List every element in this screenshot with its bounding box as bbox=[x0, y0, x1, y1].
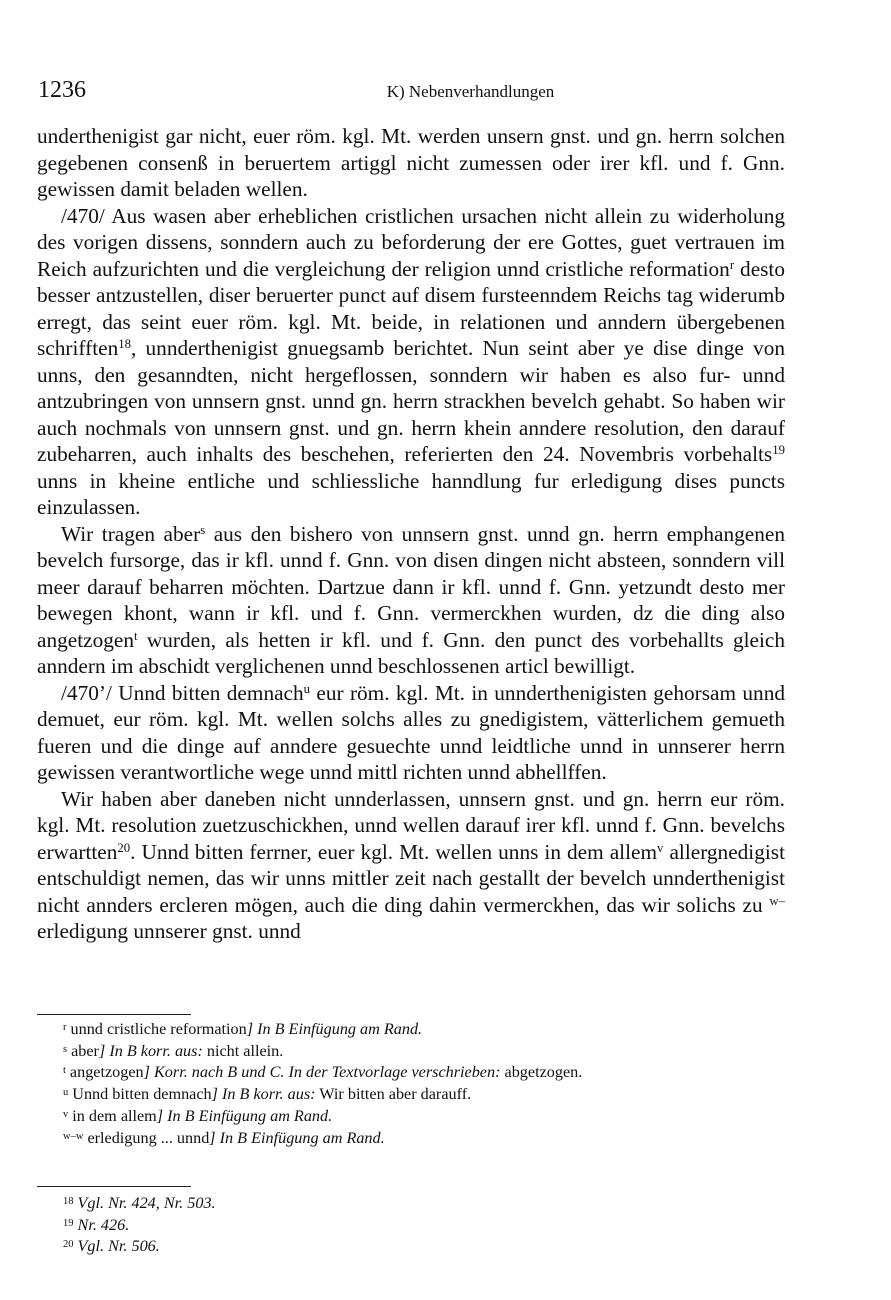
critical-note: $^r$ unnd cristliche reformation] In B Einfügung am Rand. bbox=[63, 1020, 423, 1039]
note-lemma: Unnd bitten demnach bbox=[72, 1085, 212, 1104]
critical-note: $^v$ in dem allem] In B Einfügung am Rand. bbox=[63, 1107, 333, 1126]
paragraph-1 bbox=[37, 123, 785, 203]
paragraph-text: underthenigist gar nicht, euer röm. kgl. Mt. werden unsern gnst. und gn. herrn solchen gegebenen consenß in beruertem artiggl nicht zumessen oder irer kfl. und f. Gnn. gewissen damit beladen wellen. bbox=[37, 124, 785, 201]
critical-note: $^s$ aber] In B korr. aus: nicht allein. bbox=[63, 1041, 284, 1060]
paragraph-text: desto besser antzustellen, diser beruerter punct auf disem fursteenndem Reichs tag widerumb erregt, das seint euer röm. kgl. Mt. beide, in relationen und anndern übergebenen schrifften bbox=[37, 256, 785, 360]
note-mark-v: v bbox=[657, 840, 664, 855]
critical-apparatus bbox=[63, 1018, 783, 1148]
note-mark: r bbox=[63, 1022, 67, 1033]
note-mark: v bbox=[63, 1108, 69, 1120]
critical-note: $^u$ Unnd bitten demnach] In B korr. aus: Wir bitten aber darauff. bbox=[63, 1085, 472, 1104]
footnote-divider bbox=[37, 1014, 191, 1015]
paragraph-text: /470’/ Unnd bitten demnach bbox=[61, 680, 304, 705]
note-lemma: unnd cristliche reformation bbox=[70, 1020, 247, 1039]
note-comment: In B Einfügung am Rand. bbox=[219, 1128, 385, 1147]
note-reading: Wir bitten aber darauff. bbox=[319, 1085, 472, 1104]
note-comment: In B Einfügung am Rand. bbox=[167, 1107, 333, 1126]
critical-note: $^{w-w}$ erledigung ... unnd] In B Einfügung am Rand. bbox=[63, 1128, 385, 1147]
paragraph-text: aus den bishero von unnsern gnst. unnd gn. herrn emphangenen bevelch fursorge, das ir kfl. unnd f. Gnn. von disen dingen nicht absteen, sonndern vill meer darauf beharren möchten. Dartzue dann ir kfl. unnd f. Gnn. yetzundt desto mer bewegen khont, wann ir kfl. und f. Gnn. vermerckhen wurden, dz die ding also angetzogen bbox=[37, 521, 786, 652]
footnote-ref-19: 19 bbox=[772, 442, 785, 457]
note-mark-w: w– bbox=[769, 893, 785, 908]
historical-note bbox=[63, 1214, 783, 1236]
running-title: K) Nebenverhandlungen bbox=[386, 82, 555, 101]
paragraph-text: Wir tragen aber bbox=[61, 521, 201, 546]
note-reading: abgetzogen. bbox=[504, 1063, 583, 1082]
paragraph-text: wurden, als hetten ir kfl. und f. Gnn. den punct des vorbehallts gleich anndern im abschidt verglichenen unnd beschlossenen articl bewilligt. bbox=[37, 627, 785, 678]
historical-note bbox=[63, 1192, 783, 1214]
note-lemma: erledigung ... unnd bbox=[87, 1128, 210, 1147]
paragraph-text: erledigung unnserer gnst. unnd bbox=[37, 919, 301, 943]
note-mark-r: r bbox=[729, 257, 735, 272]
note-text: Vgl. Nr. 424, Nr. 503. bbox=[77, 1194, 216, 1213]
page-number: 1236 bbox=[38, 77, 86, 103]
note-comment: In B korr. aus: bbox=[221, 1085, 316, 1104]
note-mark-s: s bbox=[200, 522, 206, 537]
paragraph-text: allergnedigist entschuldigt nemen, das wir unns mittler zeit nach gestallt der bevelch unnderthenigist nicht annders ercleren mögen, auch die ding dahin vermerckhen, das wir solichs zu bbox=[37, 839, 785, 917]
main-text bbox=[37, 123, 785, 945]
paragraph-text: . Unnd bitten ferrner, euer kgl. Mt. wellen unns in dem allem bbox=[130, 839, 658, 864]
note-comment: In B korr. aus: bbox=[109, 1041, 203, 1060]
note-mark: 18 bbox=[63, 1196, 74, 1207]
note-lemma: angetzogen bbox=[69, 1063, 144, 1082]
paragraph-text: unns in kheine entliche und schliessliche hanndlung fur erledigung dises puncts einzulassen. bbox=[37, 468, 785, 519]
note-mark: 19 bbox=[63, 1217, 74, 1229]
note-comment: In B Einfügung am Rand. bbox=[257, 1020, 423, 1039]
paragraph-text: /470/ Aus wasen aber erheblichen cristlichen ursachen nicht allein zu widerholung des vorigen dissens, sonndern auch zu beforderung der ere Gottes, guet vertrauen im Reich aufzurichten und die vergleichung der religion unnd cristliche reformation bbox=[37, 203, 785, 281]
note-mark-t: t bbox=[133, 628, 138, 643]
paragraph-text: eur röm. kgl. Mt. in unnderthenigisten gehorsam unnd demuet, eur röm. kgl. Mt. wellen solchs alles zu gnedigistem, vätterlichem gemueth fueren und die dinge auf anndere gesuechte unnd leidtliche unnd in unnserer herrn gewissen verantwortliche wege unnd mittl richten unnd abhellffen. bbox=[37, 680, 785, 784]
note-reading: nicht allein. bbox=[206, 1041, 284, 1060]
note-mark: u bbox=[63, 1087, 69, 1099]
paragraph-text: , unnderthenigist gnuegsamb berichtet. Nun seint aber ye dise dinge von unns, den gesanndten, nicht hergeflossen, sonndern wir haben es also fur- unnd antzubringen von unnsern gnst. unnd gn. herrn strackhen bevelch gehabt. So haben wir auch nochmals von unnsern gnst. und gn. herrn khein anndere resolution, den darauf zubeharren, auch inhalts des beschehen, referierten den 24. Novembris vorbehalts bbox=[37, 336, 785, 466]
footnote-ref-18: 18 bbox=[118, 336, 131, 351]
note-lemma: aber bbox=[71, 1041, 99, 1060]
historical-note bbox=[63, 1235, 783, 1257]
note-mark: 20 bbox=[63, 1239, 74, 1251]
note-lemma: in dem allem bbox=[72, 1107, 157, 1126]
note-mark: w–w bbox=[63, 1130, 84, 1142]
note-mark: s bbox=[63, 1043, 68, 1055]
paragraph-3 bbox=[37, 521, 785, 680]
critical-note: $^t$ angetzogen] Korr. nach B und C. In der Textvorlage verschrieben: abgetzogen. bbox=[63, 1063, 583, 1082]
note-text: Nr. 426. bbox=[77, 1215, 130, 1234]
note-mark: t bbox=[63, 1065, 66, 1077]
paragraph-text: Wir haben aber daneben nicht unnderlassen, unnsern gnst. und gn. herrn eur röm. kgl. Mt. resolution zuetzuschickhen, unnd wellen darauf irer kfl. unnd f. Gnn. bevelchs erwartten bbox=[37, 786, 785, 864]
paragraph-5 bbox=[37, 786, 785, 945]
paragraph-2 bbox=[37, 203, 785, 521]
paragraph-4 bbox=[37, 680, 785, 786]
note-comment: Korr. nach B und C. In der Textvorlage verschrieben: bbox=[154, 1063, 501, 1082]
note-text: Vgl. Nr. 506. bbox=[77, 1237, 160, 1256]
historical-notes bbox=[63, 1192, 783, 1257]
footnote-divider bbox=[37, 1186, 191, 1187]
footnote-ref-20: 20 bbox=[117, 840, 131, 855]
note-mark-u: u bbox=[303, 681, 311, 696]
